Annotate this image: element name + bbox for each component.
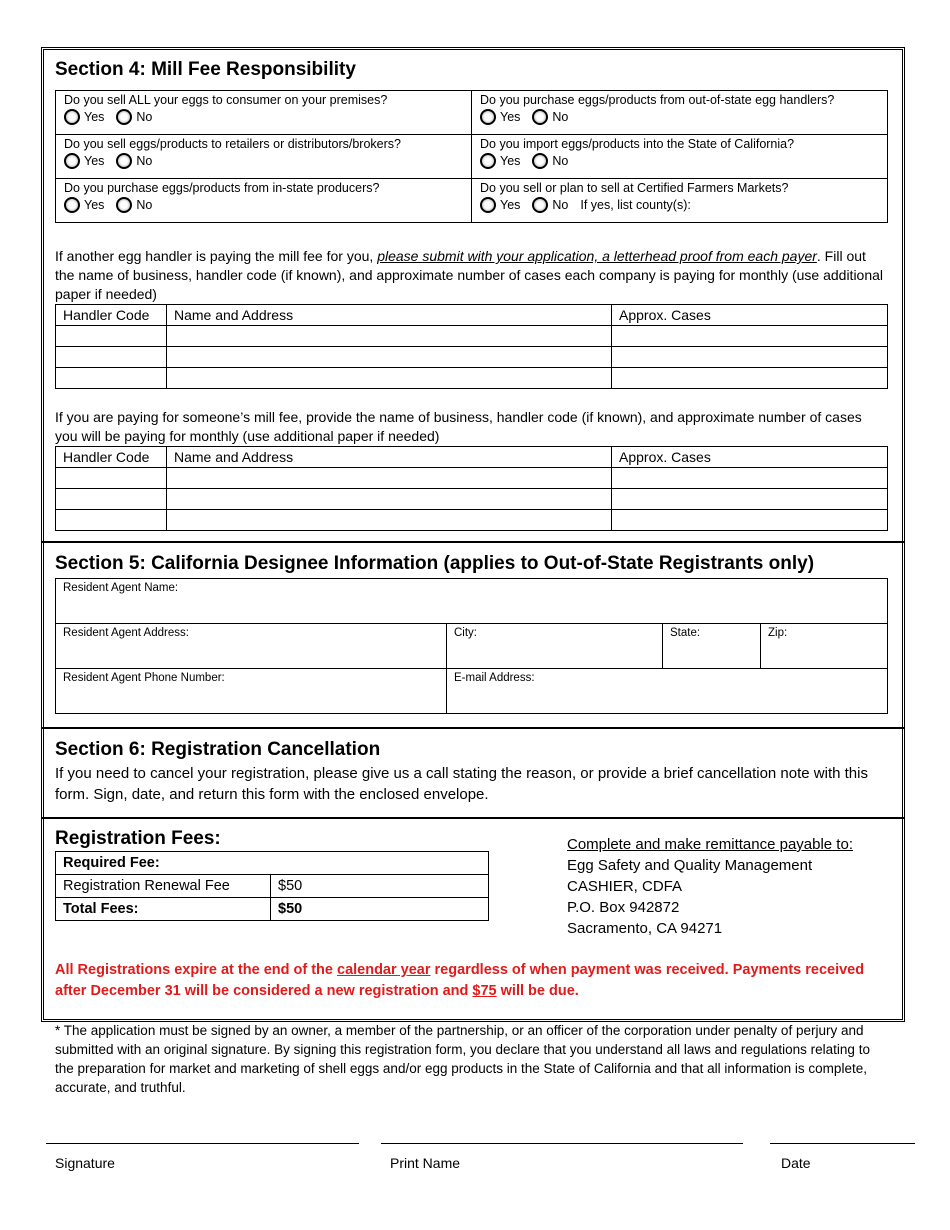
- no-radio[interactable]: [116, 153, 132, 169]
- table-cell[interactable]: [167, 326, 612, 347]
- date-label: Date: [781, 1155, 811, 1171]
- signature-declaration: * The application must be signed by an owner, a member of the partnership, or an officer of the corporation under penalty of perjury and submitted with an original signature. By signing this registration form, you declare that you understand all laws and regulations relating to the preparation for market and marketing of shell eggs and/or egg products in the State of California and that all information is complete, accurate, and truthful.: [55, 1023, 870, 1095]
- question-text: Do you sell eggs/products to retailers or distributors/brokers?: [64, 137, 401, 151]
- no-radio[interactable]: [532, 197, 548, 213]
- agent-phone-field[interactable]: Resident Agent Phone Number:: [56, 669, 447, 714]
- no-label: No: [552, 198, 569, 212]
- col-handler-code: Handler Code: [56, 305, 167, 326]
- question-text: Do you purchase eggs/products from in-state producers?: [64, 181, 380, 195]
- payer-instructions: If another egg handler is paying the mill fee for you, please submit with your application, a letterhead proof from each payer. Fill out the name of business, handler code (if known), and approximate number of cases each company is paying for monthly (use additional paper if needed): [55, 248, 884, 302]
- remit-line: P.O. Box 942872: [567, 899, 680, 916]
- table-cell[interactable]: [612, 489, 888, 510]
- question-text: Do you purchase eggs/products from out-of-state egg handlers?: [480, 93, 835, 107]
- col-approx-cases: Approx. Cases: [612, 305, 888, 326]
- section-divider: [41, 727, 905, 729]
- remit-line: Egg Safety and Quality Management: [567, 857, 813, 874]
- fees-table: [55, 851, 489, 921]
- renewal-fee-label: Registration Renewal Fee: [56, 875, 271, 898]
- table-cell[interactable]: [612, 468, 888, 489]
- no-radio[interactable]: [532, 109, 548, 125]
- table-cell[interactable]: [167, 510, 612, 531]
- yes-radio[interactable]: [480, 197, 496, 213]
- question-cell: [56, 179, 472, 223]
- payee-table: [55, 446, 888, 531]
- no-label: No: [552, 110, 569, 124]
- signature-label: Signature: [55, 1155, 115, 1171]
- no-label: No: [136, 110, 153, 124]
- no-radio[interactable]: [116, 197, 132, 213]
- remit-heading: Complete and make remittance payable to:: [567, 836, 853, 853]
- section6-title: Section 6: Registration Cancellation: [55, 739, 381, 760]
- table-cell[interactable]: [167, 347, 612, 368]
- remit-line: Sacramento, CA 94271: [567, 920, 723, 937]
- table-cell[interactable]: [56, 347, 167, 368]
- no-radio[interactable]: [532, 153, 548, 169]
- table-cell[interactable]: [612, 368, 888, 389]
- table-cell[interactable]: [167, 489, 612, 510]
- agent-name-field[interactable]: Resident Agent Name:: [56, 579, 888, 624]
- required-fee-label: Required Fee:: [56, 852, 489, 875]
- agent-address-field[interactable]: Resident Agent Address:: [56, 624, 447, 669]
- yes-radio[interactable]: [480, 109, 496, 125]
- cancellation-text: If you need to cancel your registration, please give us a call stating the reason, or provide a brief cancellation note with this form. Sign, date, and return this form with the enclosed envelope.: [55, 765, 868, 803]
- col-name-address: Name and Address: [167, 447, 612, 468]
- table-cell[interactable]: [612, 510, 888, 531]
- remit-line: CASHIER, CDFA: [567, 878, 683, 895]
- date-line[interactable]: [770, 1143, 915, 1144]
- question-text: Do you sell ALL your eggs to consumer on your premises?: [64, 93, 388, 107]
- yes-radio[interactable]: [64, 109, 80, 125]
- table-cell[interactable]: [612, 326, 888, 347]
- no-label: No: [136, 154, 153, 168]
- payee-instructions: If you are paying for someone’s mill fee, provide the name of business, handler code (if known), and approximate number of cases you will be paying for monthly (use additional paper if needed): [55, 409, 862, 444]
- yes-label: Yes: [500, 198, 521, 212]
- email-field[interactable]: E-mail Address:: [447, 669, 888, 714]
- yes-label: Yes: [84, 110, 105, 124]
- section-divider: [41, 817, 905, 819]
- question-cell: [472, 91, 888, 135]
- no-label: No: [136, 198, 153, 212]
- yes-radio[interactable]: [64, 197, 80, 213]
- yes-label: Yes: [500, 110, 521, 124]
- expiration-warning: All Registrations expire at the end of the calendar year regardless of when payment was received. Payments received after December 31 will be considered a new registration and $75 will be due.: [55, 962, 865, 999]
- no-label: No: [552, 154, 569, 168]
- col-approx-cases: Approx. Cases: [612, 447, 888, 468]
- zip-field[interactable]: Zip:: [761, 624, 888, 669]
- table-cell[interactable]: [612, 347, 888, 368]
- no-radio[interactable]: [116, 109, 132, 125]
- renewal-fee-amount: $50: [271, 875, 489, 898]
- question-cell: [472, 135, 888, 179]
- city-field[interactable]: City:: [447, 624, 663, 669]
- state-field[interactable]: State:: [663, 624, 761, 669]
- question-text: Do you sell or plan to sell at Certified Farmers Markets?: [480, 181, 789, 195]
- signature-line[interactable]: [46, 1143, 359, 1144]
- col-handler-code: Handler Code: [56, 447, 167, 468]
- table-cell[interactable]: [56, 326, 167, 347]
- yes-radio[interactable]: [64, 153, 80, 169]
- table-cell[interactable]: [56, 489, 167, 510]
- table-cell[interactable]: [56, 468, 167, 489]
- question-cell: [472, 179, 888, 223]
- table-cell[interactable]: [167, 368, 612, 389]
- print-name-label: Print Name: [390, 1155, 461, 1171]
- total-fees-label: Total Fees:: [56, 898, 271, 921]
- mill-fee-questions: [55, 90, 888, 223]
- county-prompt: If yes, list county(s):: [580, 198, 691, 212]
- yes-label: Yes: [84, 198, 105, 212]
- section5-title: Section 5: California Designee Information (applies to Out-of-State Registrants only): [55, 553, 815, 574]
- question-text: Do you import eggs/products into the State of California?: [480, 137, 795, 151]
- section4-title: Section 4: Mill Fee Responsibility: [55, 59, 356, 80]
- table-cell[interactable]: [56, 510, 167, 531]
- designee-table: [55, 578, 888, 714]
- table-cell[interactable]: [56, 368, 167, 389]
- table-cell[interactable]: [167, 468, 612, 489]
- yes-radio[interactable]: [480, 153, 496, 169]
- fees-title: Registration Fees:: [55, 828, 221, 849]
- question-cell: [56, 135, 472, 179]
- print-name-line[interactable]: [381, 1143, 743, 1144]
- question-cell: [56, 91, 472, 135]
- remittance-address: [567, 834, 853, 939]
- col-name-address: Name and Address: [167, 305, 612, 326]
- yes-label: Yes: [84, 154, 105, 168]
- section-divider: [41, 541, 905, 543]
- yes-label: Yes: [500, 154, 521, 168]
- total-fees-amount: $50: [271, 898, 489, 921]
- payer-table: [55, 304, 888, 389]
